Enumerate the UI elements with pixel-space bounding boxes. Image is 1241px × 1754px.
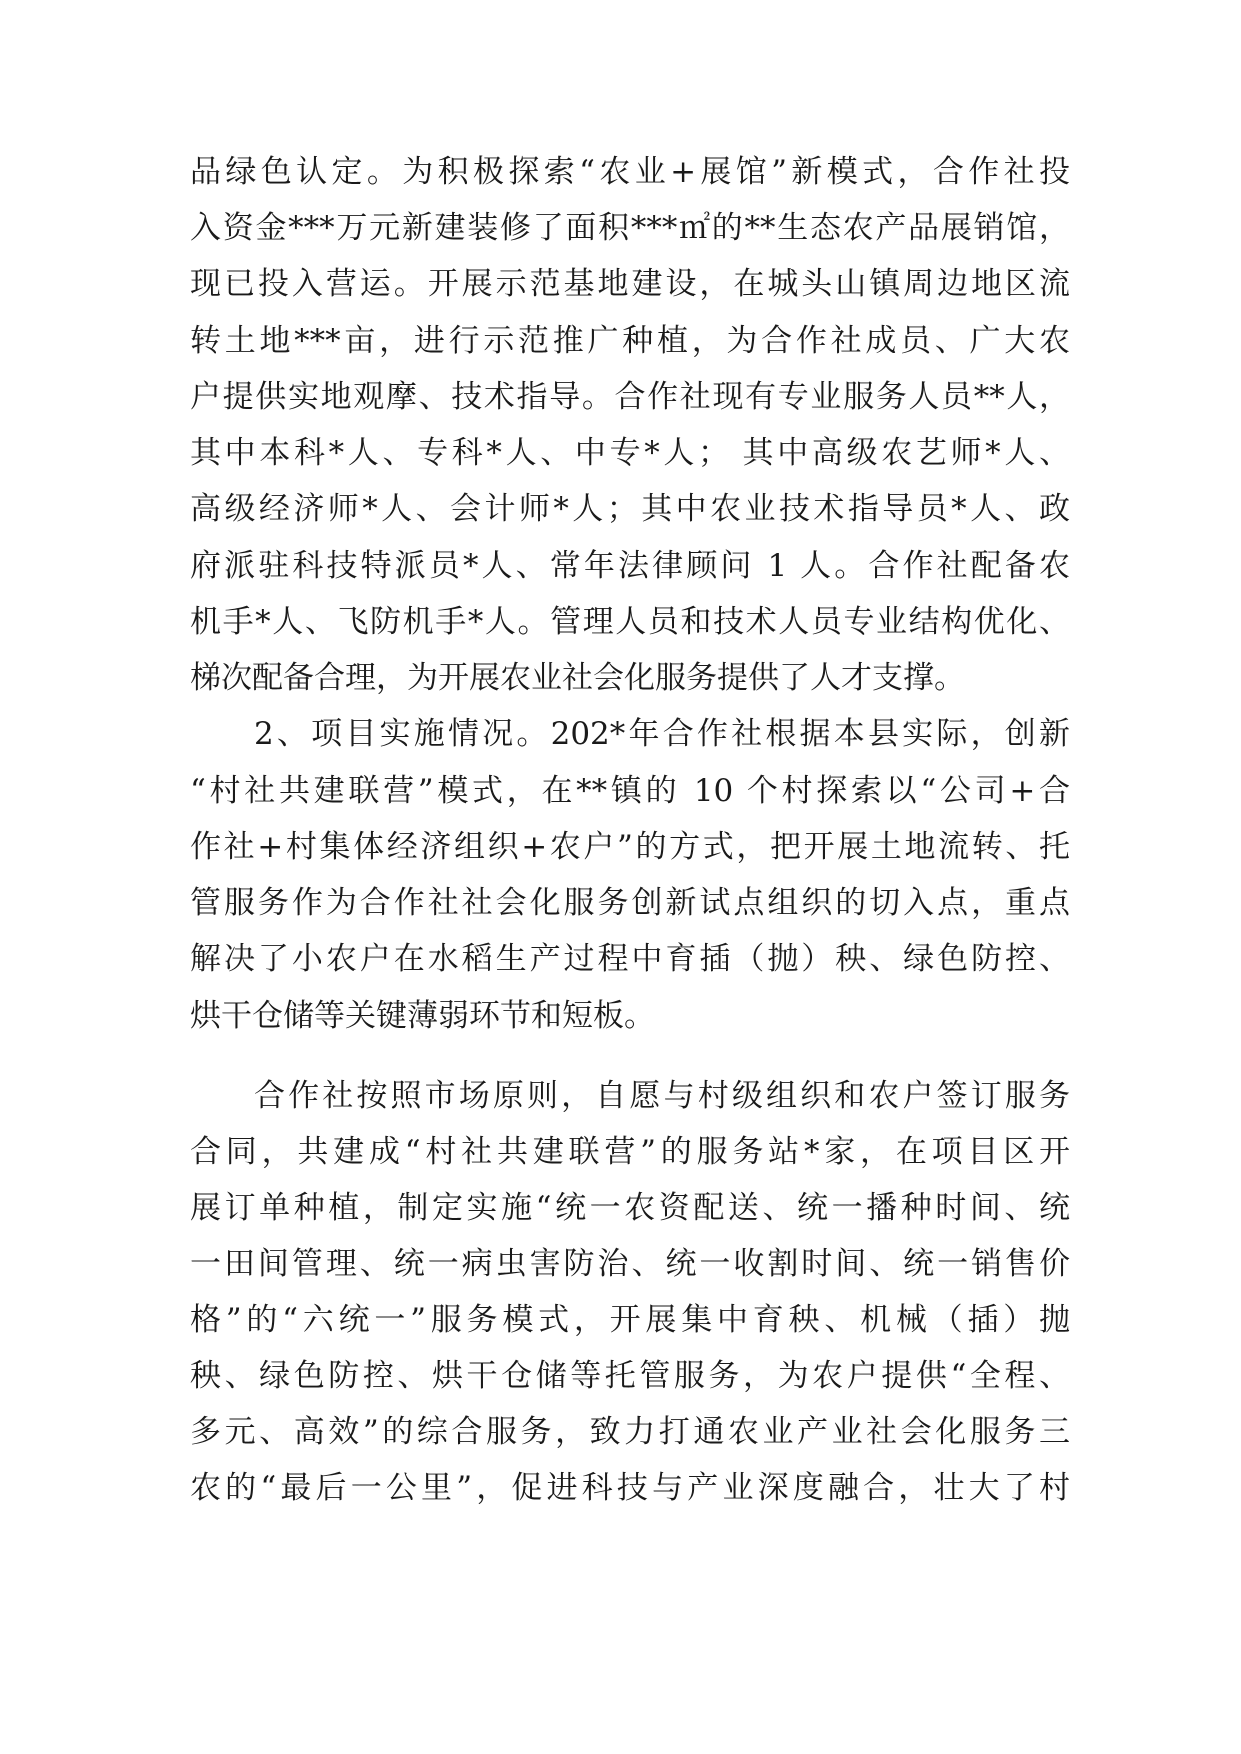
text-line: “村社共建联营”模式，在**镇的 10 个村探索以“公司+合 <box>190 773 1070 809</box>
text-line: 户提供实地观摩、技术指导。合作社现有专业服务人员**人， <box>190 379 1070 415</box>
text-line: 秧、绿色防控、烘干仓储等托管服务，为农户提供“全程、 <box>190 1358 1070 1394</box>
text-line: 品绿色认定。为积极探索“农业+展馆”新模式，合作社投 <box>190 154 1070 190</box>
text-line: 合同，共建成“村社共建联营”的服务站*家，在项目区开 <box>190 1134 1070 1170</box>
text-line: 管服务作为合作社社会化服务创新试点组织的切入点，重点 <box>190 885 1070 921</box>
text-line: 作社+村集体经济组织+农户”的方式，把开展土地流转、托 <box>190 829 1070 865</box>
text-line: 多元、高效”的综合服务，致力打通农业产业社会化服务三 <box>190 1414 1070 1450</box>
text-line: 现已投入营运。开展示范基地建设，在城头山镇周边地区流 <box>190 266 1070 302</box>
text-line: 一田间管理、统一病虫害防治、统一收割时间、统一销售价 <box>190 1246 1070 1282</box>
text-line: 其中本科*人、专科*人、中专*人； 其中高级农艺师*人、 <box>190 435 1070 471</box>
text-line: 农的“最后一公里”，促进科技与产业深度融合，壮大了村 <box>190 1470 1070 1506</box>
text-line: 展订单种植，制定实施“统一农资配送、统一播种时间、统 <box>190 1190 1070 1226</box>
text-line: 格”的“六统一”服务模式，开展集中育秧、机械（插）抛 <box>190 1302 1070 1338</box>
text-line: 烘干仓储等关键薄弱环节和短板。 <box>190 998 655 1034</box>
text-line: 府派驻科技特派员*人、常年法律顾问 1 人。合作社配备农 <box>190 548 1070 584</box>
text-line: 机手*人、飞防机手*人。管理人员和技术人员专业结构优化、 <box>190 604 1070 640</box>
paragraph-first-line: 2、项目实施情况。202*年合作社根据本县实际，创新 <box>254 716 1070 752</box>
text-line: 高级经济师*人、会计师*人；其中农业技术指导员*人、政 <box>190 491 1070 527</box>
text-line: 梯次配备合理，为开展农业社会化服务提供了人才支撑。 <box>190 660 965 696</box>
text-line: 入资金***万元新建装修了面积***㎡的**生态农产品展销馆， <box>190 210 1070 246</box>
paragraph-first-line: 合作社按照市场原则，自愿与村级组织和农户签订服务 <box>254 1078 1070 1114</box>
text-line: 转土地***亩，进行示范推广种植，为合作社成员、广大农 <box>190 323 1070 359</box>
text-line: 解决了小农户在水稻生产过程中育插（抛）秧、绿色防控、 <box>190 941 1070 977</box>
